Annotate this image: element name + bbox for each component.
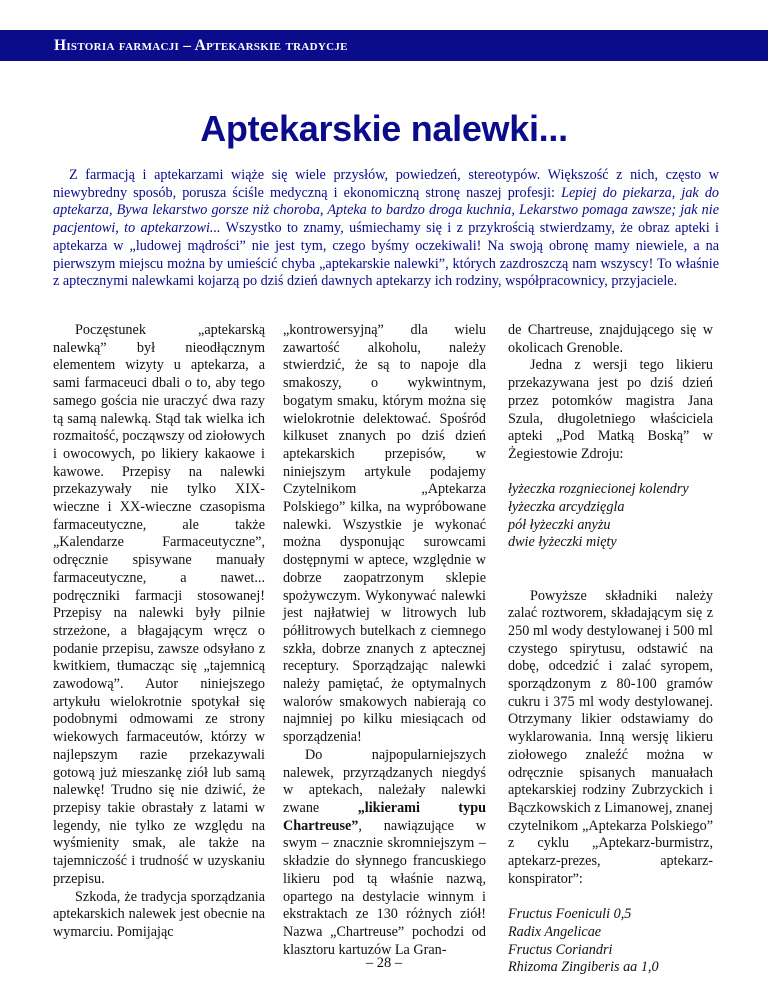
column-2-paragraph-2 (283, 747, 486, 959)
ingredient-item: pół łyżeczki anyżu (508, 516, 611, 533)
column-3-paragraph-1: de Chartreuse, znajdującego się w okolicach Grenoble. (508, 322, 713, 356)
ingredient-item: Fructus Foeniculi 0,5 (508, 906, 632, 923)
column-3-paragraph-3: Powyższe składniki należy zalać roztworem, składającym się z 250 ml wody destylowanej i 500 ml czystego spirytusu, odstawić na dobę, odcedzić i zalać syropem, sporządzonym z 80-100 gramów cukru i 375 ml wody destylowanej. Otrzymany likier odstawiamy do wyklarowania. Inną wersję likieru ziołowego znaleźć można w odręcznie spisanych manuałach aptekarskiej rodziny Zubrzyckich i Bączkowskich z Limanowej, znanej czytelnikom „Aptekarza Polskiego” z cyklu „Aptekarz-burmistrz, aptekarz-prezes, aptekarz-konspirator”: (508, 587, 713, 887)
intro-text-start: Z farmacją i aptekarzami wiąże się wiele przysłów, powiedzeń, stereotypów. Większość z nich, często w niewybredny sposób, porusza ściśle medyczną i ekonomiczną stronę naszej profesji: (53, 167, 719, 201)
ingredient-item: Fructus Coriandri (508, 941, 613, 958)
section-header-band (0, 30, 768, 61)
page-number: – 28 – (365, 955, 403, 971)
column-1-paragraph-1: Poczęstunek „aptekarską nalewką” był nieodłącznym elementem wizyty u aptekarza, a sami farmaceuci dbali o to, aby tego samego gościa nie uraczyć dwa razy tą samą nalewką. Stąd tak wielka ich rozmaitość, począwszy od ziołowych i owocowych, po likiery kakaowe i kawowe. Przepisy na nalewki przekazywały nie tylko XIX-wieczne i XX-wieczne czasopisma farmaceutyczne, ale także „Kalendarze Farmaceutyczne”, odręcznie spisywane manuały farmaceutyczne, a nawet... podręczniki farmacji stosowanej! Przepisy na nalewki były pilnie strzeżone, a błagającym wręcz o podanie przepisu, zawsze odsyłano z kwitkiem, tłumacząc się „tajemnicą zawodową”. Autor niniejszego artykułu wielokrotnie spotykał się podobnymi odmowami ze strony wiekowych farmaceutów, którzy w najlepszym razie przekazywali gotową już mieszankę ziół lub samą nalewkę! Trudno się nie dziwić, że przepisy takie obrastały z latami w legendy, nie tylko ze względu na wyśmienity smak, ale także na tajemniczość i trudność w uzyskaniu przepisu. (53, 322, 265, 887)
spacer (508, 570, 713, 588)
column-3-paragraph-2: Jedna z wersji tego likieru przekazywana jest po dziś dzień przez potomków magistra Jana Szula, długoletniego właściciela apteki „Pod Matką Boską” w Żegiestowie Zdroju: (508, 357, 713, 462)
intro-text-end: Wszystko to znamy, uśmiechamy się i z przykrością stwierdzamy, że obraz apteki i aptekarza w „ludowej mądrości” nie jest tym, czego byśmy oczekiwali! Na swoją obronę mamy niewiele, a na pierwszym miejscu można by umieścić chyba „aptekarskie nalewki”, których zazdroszczą nam wszyscy! To właśnie z aptecznymi nalewkami kojarzą po dziś dzień dawnych aptekarzy ich rodziny, współpracownicy, przyjaciele. (53, 220, 719, 290)
ingredient-item: Radix Angelicae (508, 923, 602, 940)
spacer (508, 552, 713, 570)
column-2 (283, 322, 486, 959)
column-3 (508, 322, 713, 977)
section-title: Historia farmacji – Aptekarskie tradycje (54, 37, 348, 54)
intro-sayings: Lepiej do piekarza, jak do aptekarza, Bywa lekarstwo gorsze niż choroba, Apteka to bardzo droga kuchnia, Lekarstwo pomaga zawsze; jak nie pacjentowi, to aptekarzowi... (53, 184, 720, 237)
column-1 (53, 322, 265, 942)
ingredient-item: łyżeczka rozgniecionej kolendry (508, 481, 689, 498)
ingredient-item: dwie łyżeczki mięty (508, 534, 617, 551)
column-2-paragraph-2-start: Do najpopularniejszych nalewek, przyrządzanych niegdyś w aptekach, należały nalewki zwane (283, 746, 486, 816)
intro-paragraph (53, 167, 719, 291)
article-title: Aptekarskie nalewki... (200, 108, 568, 149)
spacer (508, 888, 713, 906)
column-2-paragraph-1: „kontrowersyjną” dla wielu zawartość alkoholu, należy stwierdzić, że są to napoje dla smakoszy, o wykwintnym, bogatym smaku, którym można się wielokrotnie delektować. Spośród kilkuset znanych po dziś dzień aptekarskich przepisów, w niniejszym artykule podajemy Czytelnikom „Aptekarza Polskiego” kilka, na wypróbowane nalewki. Wszystkie je wykonać można dysponując surowcami dostępnymi w aptece, względnie w dobrze zaopatrzonym sklepie spożywczym. Wykonywać nalewki jest najłatwiej w litrowych lub półlitrowych butelkach z ciemnego szkła, dobrze znanych z aptecznej receptury. Sporządzając nalewki należy pamiętać, że optymalnych walorów smakowych nabierają co najmniej po kilku miesiącach od sporządzenia! (283, 322, 486, 746)
article-intro (53, 167, 719, 291)
ingredient-item: Rhizoma Zingiberis aa 1,0 (508, 959, 659, 976)
spacer (508, 464, 713, 482)
column-2-paragraph-2-end: , nawiązujące w swym – znacznie skromniejszym – składzie do słynnego francuskiego likieru pod tą właśnie nazwą, opartego na destylacie winnym i ekstraktach ze 130 różnych ziół! Nazwa „Chartreuse” pochodzi od klasztoru kartuzów La Gran- (283, 817, 486, 958)
ingredient-item: łyżeczka arcydzięgla (508, 499, 625, 516)
ingredient-list-1 (508, 481, 713, 552)
chartreuse-term: „likierami typu Chartreuse” (283, 799, 486, 834)
column-1-paragraph-2: Szkoda, że tradycja sporządzania aptekarskich nalewek jest obecnie na wymarciu. Pomijając (53, 888, 265, 940)
